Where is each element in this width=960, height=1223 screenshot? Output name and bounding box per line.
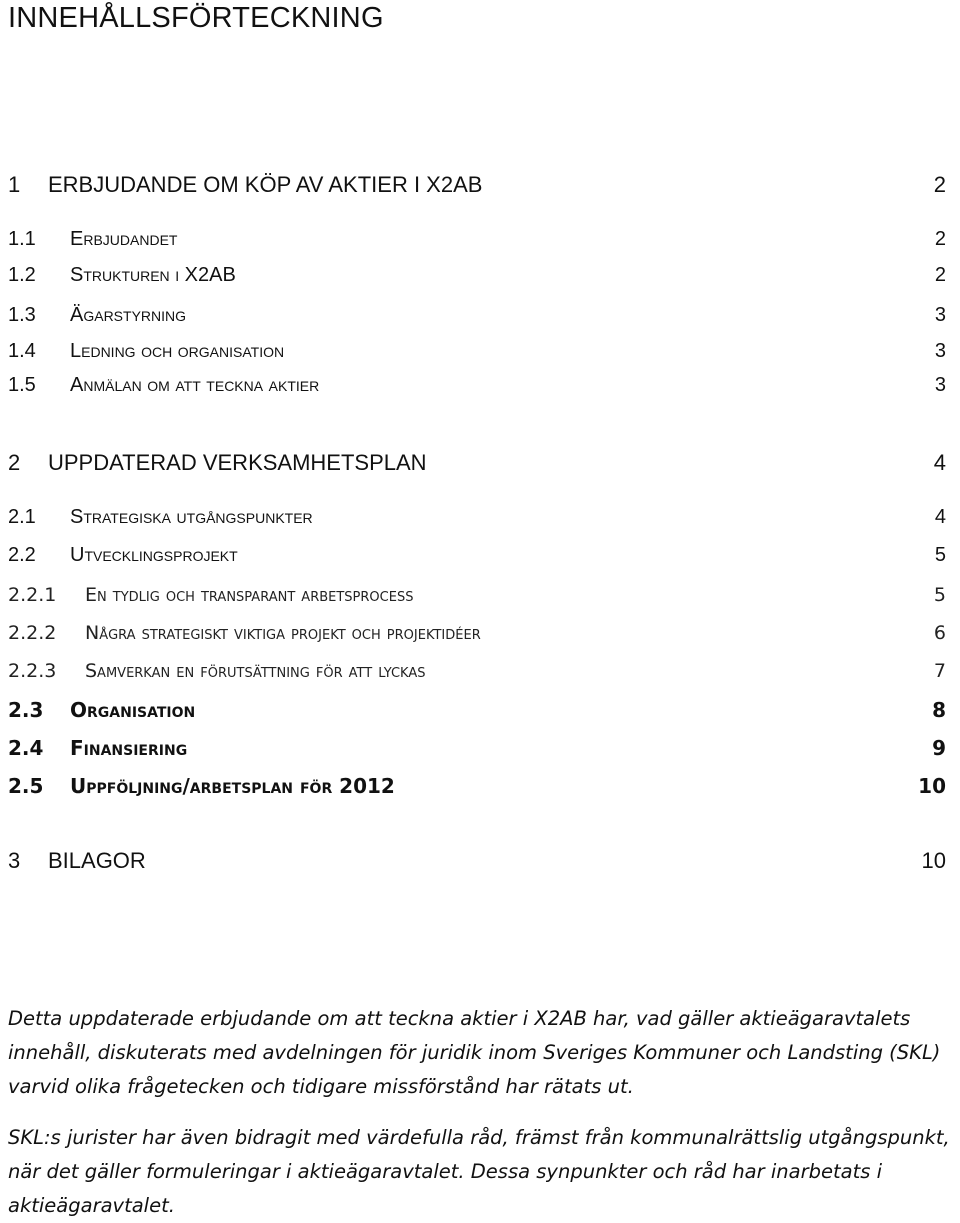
toc-entry[interactable] [8,848,946,882]
toc-entry[interactable] [8,506,946,540]
page-title: INNEHÅLLSFÖRTECKNING [8,2,384,34]
body-paragraph: Detta uppdaterade erbjudande om att teckna aktier i X2AB har, vad gäller aktieägaravtalets innehåll, diskuterats med avdelningen för juridik inom Sveriges Kommuner och Landsting (SKL) varvid olika frågetecken och tidigare missförstånd har rätats ut. [8,1007,941,1098]
toc-number: 3 [8,848,21,873]
toc-page: 5 [933,584,946,606]
toc-entry[interactable] [8,544,946,578]
toc-label: Uppföljning/arbetsplan för 2012 [70,774,395,798]
toc-page: 7 [933,660,946,682]
toc-entry[interactable] [8,736,946,770]
toc-number: 1.3 [8,304,36,326]
toc-entry[interactable] [8,172,946,206]
toc-page: 4 [934,506,946,528]
toc-page: 8 [932,698,946,722]
toc-entry[interactable] [8,304,946,338]
toc-page: 4 [933,450,946,475]
toc-page: 10 [918,774,946,798]
toc-number: 2 [8,450,21,475]
toc-page: 6 [933,622,946,644]
toc-entry[interactable] [8,774,946,808]
toc-number: 2.5 [8,774,44,798]
toc-page: 2 [934,228,946,250]
toc-number: 2.2.3 [8,660,57,682]
toc-entry[interactable] [8,450,946,484]
toc-entry[interactable] [8,698,946,732]
toc-number: 2.4 [8,736,44,760]
toc-label: ERBJUDANDE OM KÖP AV AKTIER I X2AB [48,172,483,197]
toc-number: 2.2.1 [8,584,57,606]
toc-entry[interactable] [8,264,946,298]
toc-number: 2.2.2 [8,622,57,644]
toc-page: 2 [933,172,946,197]
toc-page: 10 [921,848,946,873]
body-paragraph: SKL:s jurister har även bidragit med värdefulla råd, främst från kommunalrättslig utgångspunkt, när det gäller formuleringar i aktieägaravtalet. Dessa synpunkter och råd har inarbetats i aktieägaravtalet. [8,1126,950,1217]
toc-page: 2 [934,264,946,286]
toc-label: Anmälan om att teckna aktier [70,374,320,396]
toc-label: En tydlig och transparant arbetsprocess [85,584,414,606]
toc-number: 1.1 [8,228,36,250]
toc-page: 5 [934,544,946,566]
toc-label: Ägarstyrning [70,304,187,326]
toc-label: Strukturen i X2AB [70,264,236,286]
toc-entry[interactable] [8,622,946,656]
toc-label: BILAGOR [48,848,146,873]
toc-page: 3 [934,304,946,326]
toc-entry[interactable] [8,374,946,408]
toc-number: 2.2 [8,544,36,566]
toc-label: Finansiering [70,736,188,760]
toc-entry[interactable] [8,228,946,262]
toc-label: Samverkan en förutsättning för att lyckas [85,660,426,682]
toc-page: 3 [934,340,946,362]
toc-label: Erbjudandet [70,228,178,250]
toc-label: Några strategiskt viktiga projekt och projektidéer [85,622,481,644]
toc-page: 3 [934,374,946,396]
toc-number: 1.2 [8,264,36,286]
toc-number: 2.1 [8,506,36,528]
toc-number: 1.4 [8,340,36,362]
toc-label: Ledning och organisation [70,340,285,362]
toc-number: 1 [8,172,21,197]
toc-page: 9 [932,736,946,760]
toc-entry[interactable] [8,584,946,618]
toc-label: UPPDATERAD VERKSAMHETSPLAN [48,450,427,475]
toc-label: Strategiska utgångspunkter [70,506,313,528]
toc-entry[interactable] [8,660,946,694]
toc-number: 1.5 [8,374,36,396]
toc-label: Organisation [70,698,196,722]
toc-number: 2.3 [8,698,44,722]
toc-label: Utvecklingsprojekt [70,544,238,566]
toc-entry[interactable] [8,340,946,374]
